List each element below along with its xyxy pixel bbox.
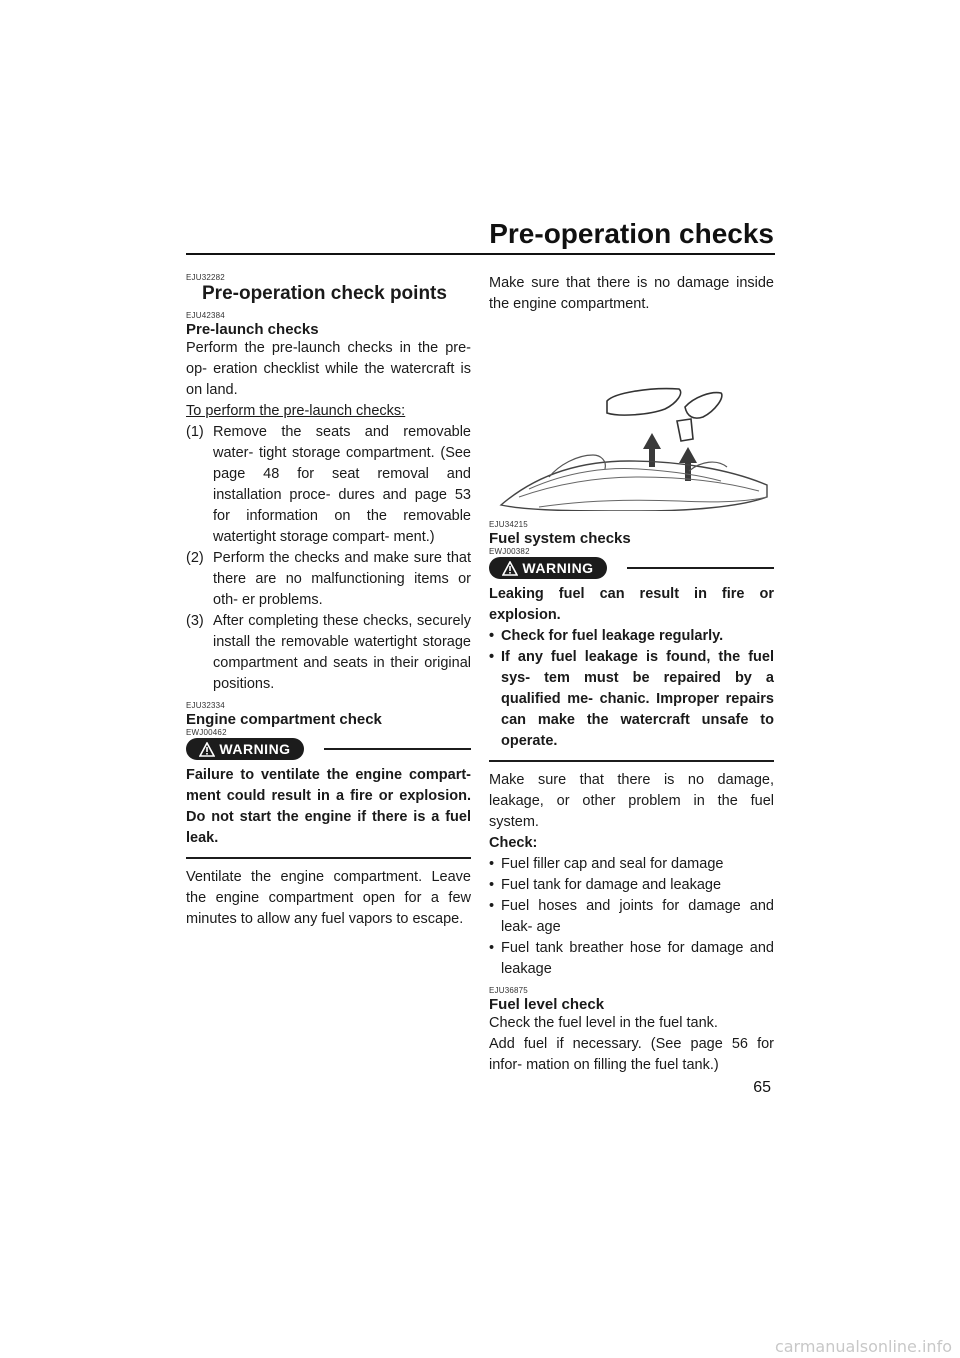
check-label: Check: [489,835,538,851]
engine-body: Ventilate the engine compartment. Leave the engine compartment open for a few minutes to allow any fuel vapors to escape. [186,869,471,927]
fuel-checks [489,854,774,980]
list-item: (1) Remove the seats and removable water- tight storage compartment. (See page 48 for seat removal and installation proce- dures and page 53 for information on the removable watertight storage compart- ment.) [186,424,471,545]
list-item: • Fuel hoses and joints for damage and leak- age [489,896,774,938]
fuel-system-code: EJU34215 [489,520,528,529]
watercraft-illustration [489,321,774,511]
page-number: 65 [753,1079,771,1096]
prelaunch-howto: To perform the pre-launch checks: [186,403,406,419]
prelaunch-code: EJU42384 [186,311,225,320]
fuel-level-line: Add fuel if necessary. (See page 56 for infor- mation on filling the fuel tank.) [489,1036,774,1073]
prelaunch-steps [186,422,471,695]
fuel-warning-code: EWJ00382 [489,547,530,556]
fuel-level-title: Fuel level check [489,996,605,1013]
engine-warning-code: EWJ00462 [186,728,227,737]
list-item: (2) Perform the checks and make sure that there are no malfunctioning items or oth- er problems. [186,550,471,608]
warning-rule [324,748,471,750]
header-rule [186,253,775,255]
list-item: • Fuel filler cap and seal for damage [489,854,774,875]
list-item: • Fuel tank for damage and leakage [489,875,774,896]
prelaunch-title: Pre-launch checks [186,321,319,338]
warning-label: WARNING [522,560,594,576]
warning-bullets [489,626,774,752]
left-column [186,273,471,930]
page-header-title: Pre-operation checks [489,218,774,249]
prelaunch-intro: Perform the pre-launch checks in the pre-op- eration checklist while the watercraft is on land. [186,340,471,398]
fuel-system-body: Make sure that there is no damage, leakage, or other problem in the fuel system. [489,772,774,830]
warning-badge [489,557,607,579]
warning-header [489,557,774,579]
warning-triangle-icon [199,742,215,757]
storage-compartment-image [677,419,693,441]
warning-header [186,738,471,760]
engine-code: EJU32334 [186,701,225,710]
warning-text [489,579,774,762]
engine-title: Engine compartment check [186,711,382,728]
fuel-level-line: Check the fuel level in the fuel tank. [489,1015,718,1031]
watermark[interactable]: carmanualsonline.info [774,1337,952,1356]
list-item: • If any fuel leakage is found, the fuel sys- tem must be repaired by a qualified me- chanic. Improper repairs can make the watercraft unsafe to operate. [489,647,774,752]
warning-badge [186,738,304,760]
section-title: Pre-operation check points [202,283,447,304]
list-item: • Fuel tank breather hose for damage and leakage [489,938,774,980]
section-code: EJU32282 [186,273,225,282]
warning-label: WARNING [219,741,291,757]
fuel-system-title: Fuel system checks [489,530,631,547]
warning-triangle-icon [502,561,518,576]
fuel-level-code: EJU36875 [489,986,528,995]
seat-front-image [607,389,681,415]
list-item: (3) After completing these checks, securely install the removable watertight storage compartment and seats in their original positions. [186,613,471,692]
warning-rule [627,567,774,569]
warning-text: Failure to ventilate the engine compart- ment could result in a fire or explosion. Do not start the engine if there is a fuel leak. [186,760,471,859]
list-item: • Check for fuel leakage regularly. [489,626,774,647]
warning-lead: Leaking fuel can result in fire or explosion. [489,586,774,623]
seat-rear-image [685,393,722,418]
right-column [489,273,774,1076]
engine-cont: Make sure that there is no damage inside the engine compartment. [489,275,774,312]
